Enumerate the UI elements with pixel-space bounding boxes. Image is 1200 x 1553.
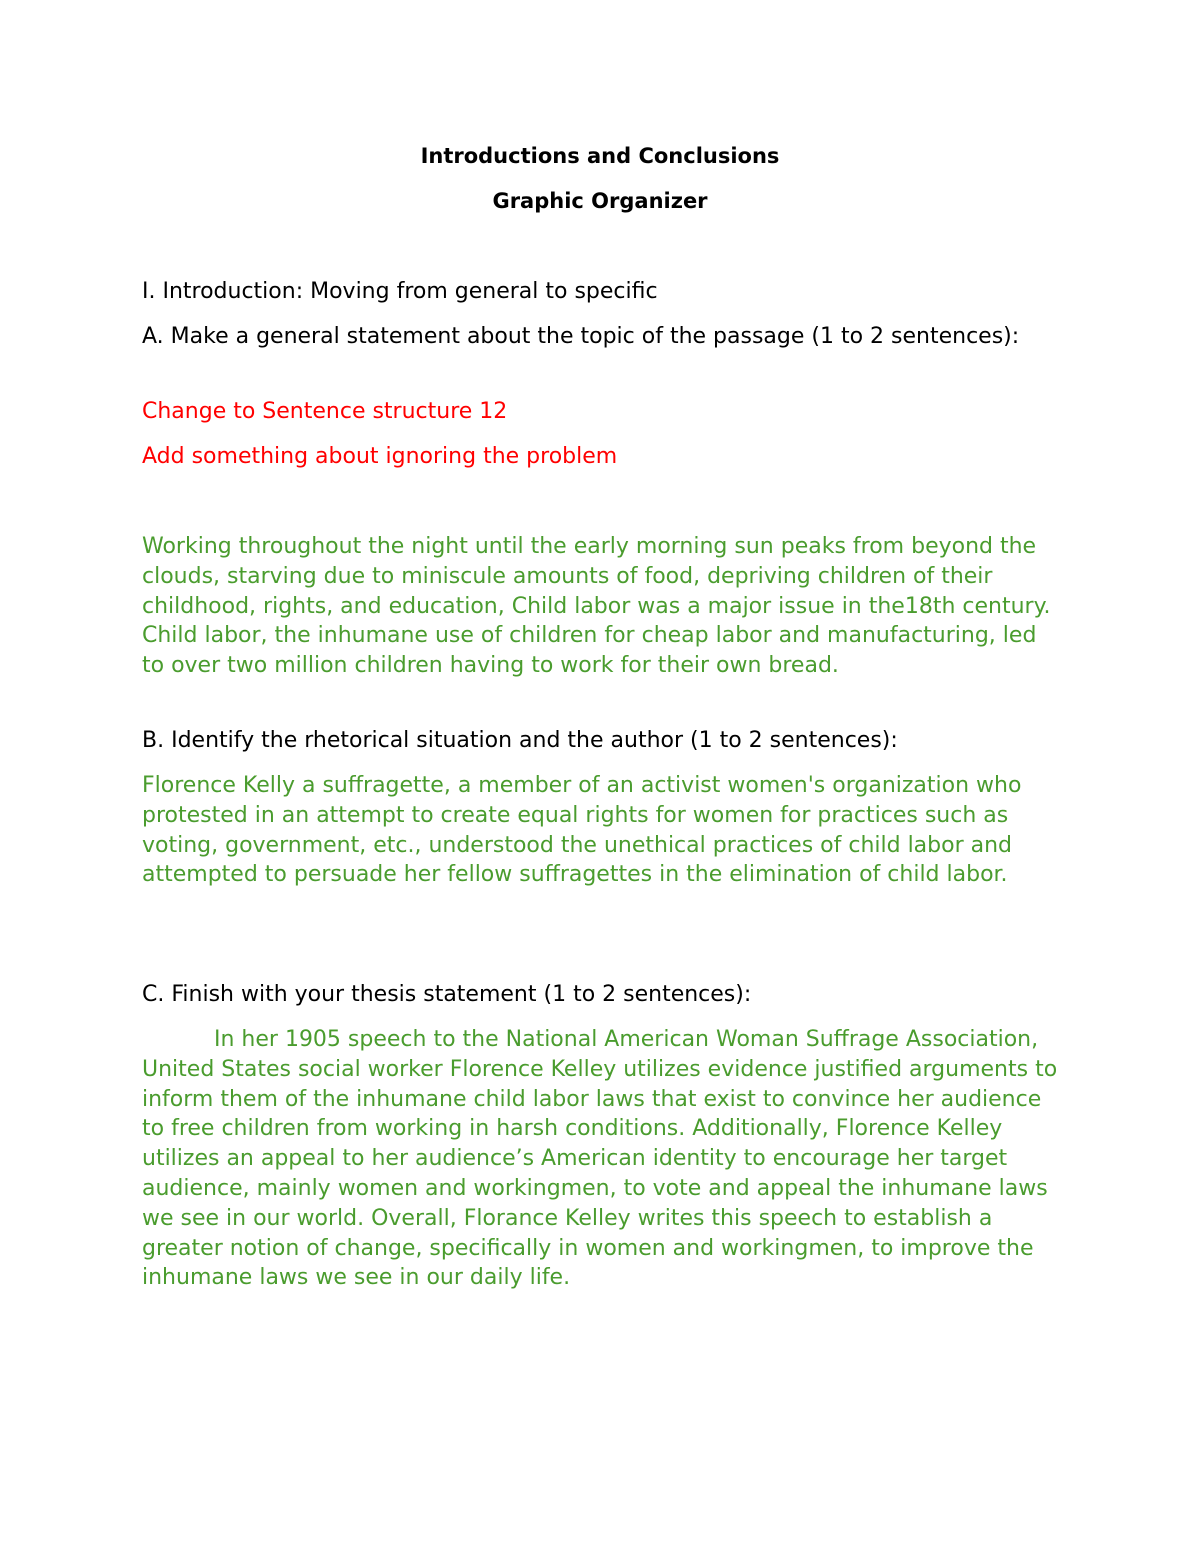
section-heading: I. Introduction: Moving from general to specific — [142, 279, 658, 304]
part-a-prompt: A. Make a general statement about the topic of the passage (1 to 2 sentences): — [142, 324, 1020, 349]
part-a-note-2: Add something about ignoring the problem — [142, 444, 618, 469]
part-a-answer: Working throughout the night until the early morning sun peaks from beyond the clouds, starving due to miniscule amounts of food, depriving children of their childhood, rights, and education, Child labor was a major issue in the18th century. Child labor, the inhumane use of children for cheap labor and manufacturing, led to over two million children having to work for their own bread. — [142, 534, 1051, 679]
part-a-note-1: Change to Sentence structure 12 — [142, 399, 508, 424]
part-b-prompt: B. Identify the rhetorical situation and the author (1 to 2 sentences): — [142, 728, 898, 753]
part-c-answer: In her 1905 speech to the National American Woman Suffrage Association, United States social worker Florence Kelley utilizes evidence justified arguments to inform them of the inhumane child labor laws that exist to convince her audience to free children from working in harsh conditions. Additionally, Florence Kelley utilizes an appeal to her audience’s American identity to encourage her target audience, mainly women and workingmen, to vote and appeal the inhumane laws we see in our world. Overall, Florance Kelley writes this speech to establish a greater notion of change, specifically in women and workingmen, to improve the inhumane laws we see in our daily life. — [142, 1027, 1058, 1291]
part-b-answer: Florence Kelly a suffragette, a member of an activist women's organization who protested in an attempt to create equal rights for women for practices such as voting, government, etc., understood the unethical practices of child labor and attempted to persuade her fellow suffragettes in the elimination of child labor. — [142, 773, 1022, 888]
document-title: Introductions and Conclusions — [420, 144, 780, 168]
part-c-prompt: C. Finish with your thesis statement (1 to 2 sentences): — [142, 982, 752, 1007]
document-subtitle: Graphic Organizer — [492, 189, 708, 213]
